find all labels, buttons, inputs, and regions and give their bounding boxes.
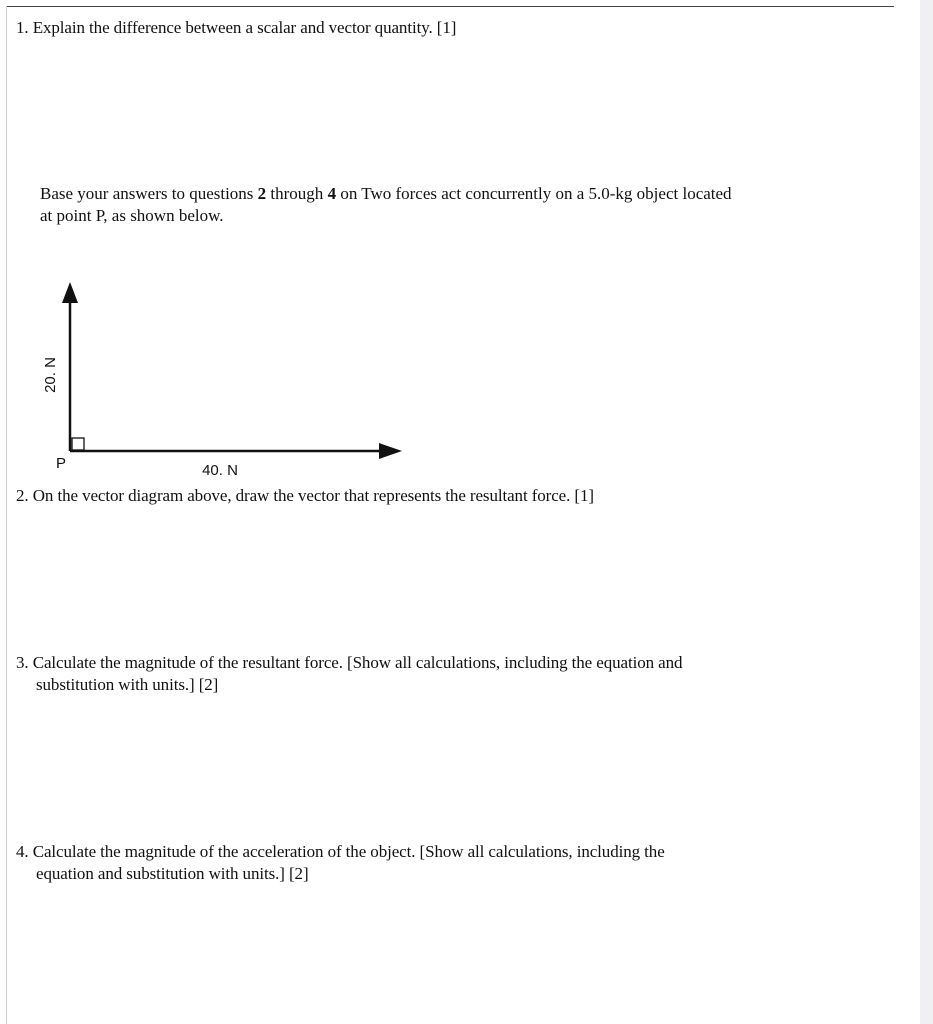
question-3-number: 3. [16,653,29,672]
question-4-number: 4. [16,842,29,861]
intro-text-part2: through [266,184,328,203]
question-2-number: 2. [16,486,29,505]
intro-bold-2: 2 [257,184,267,203]
question-4-text-line-1: Calculate the magnitude of the acceleration of the object. [Show all calculations, including the [32,842,665,861]
point-p-label: P [56,455,67,472]
question-4-continued [36,863,309,885]
top-border-line [6,6,894,7]
question-4-text-line-2: equation and substitution with units.] [2] [36,864,309,883]
question-3-continued [36,674,218,696]
question-3 [16,652,682,674]
vertical-force-label: 20. N [42,357,59,393]
intro-paragraph [40,183,830,227]
question-3-text-line-2: substitution with units.] [2] [36,675,219,694]
question-4 [16,841,665,863]
question-1 [16,17,456,39]
right-margin-strip [920,0,933,1024]
question-3-text-line-1: Calculate the magnitude of the resultant force. [Show all calculations, including the equation and [32,653,683,672]
question-1-text: Explain the difference between a scalar and vector quantity. [1] [32,18,457,37]
vector-diagram [40,270,420,490]
vector-diagram-svg [40,270,420,490]
horizontal-arrowhead-icon [379,443,402,459]
horizontal-force-label: 40. N [202,462,238,479]
left-border-line [6,6,7,1024]
intro-bold-4: 4 [327,184,337,203]
question-2-text: On the vector diagram above, draw the vector that represents the resultant force. [1] [32,486,594,505]
question-1-number: 1. [16,18,29,37]
question-2 [16,485,594,507]
intro-text-part1: Base your answers to questions [40,184,258,203]
intro-text-part3: on Two forces act concurrently on a 5.0-kg object located [336,184,732,203]
intro-line-2: at point P, as shown below. [40,206,224,225]
vertical-arrowhead-icon [62,282,78,303]
right-angle-marker [72,438,84,450]
intro-line-1 [40,183,830,205]
